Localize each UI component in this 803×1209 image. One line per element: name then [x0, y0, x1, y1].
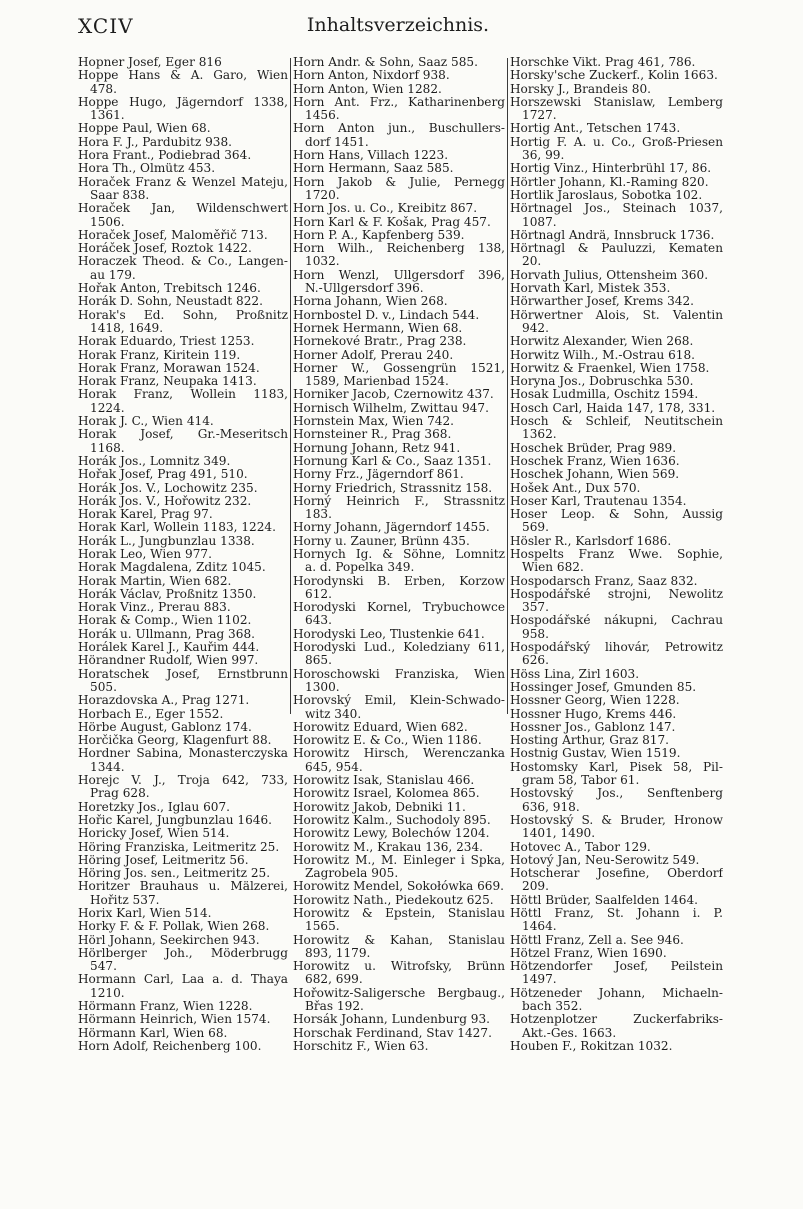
index-entry: Horsky'sche Zuckerf., Kolin 1663. — [510, 69, 718, 83]
index-entry-continuation: 1168. — [90, 441, 125, 455]
index-entry: Horodyski Leo, Tlustenkie 641. — [293, 627, 485, 641]
index-entry: Hornisch Wilhelm, Zwittau 947. — [293, 401, 489, 415]
index-entry-continuation: 645, 954. — [305, 760, 363, 774]
index-entry: Horak Karel, Prag 97. — [78, 508, 213, 522]
index-entry-continuation: au 179. — [90, 268, 136, 282]
index-entry: Hörbe August, Gablonz 174. — [78, 720, 252, 734]
index-entry: Hordner Sabina, Monasterczyska — [78, 747, 288, 761]
index-entry: Hossner Jos., Gablonz 147. — [510, 720, 676, 734]
index-entry: Horaček Franz & Wenzel Mateju, — [78, 175, 288, 189]
index-entry: Horák Jos. V., Lochowitz 235. — [78, 481, 258, 495]
index-entry: Horowitz M., M. Einleger i Spka, — [293, 853, 505, 867]
index-entry: Hoschek Johann, Wien 569. — [510, 468, 680, 482]
index-entry: Hörtler Johann, Kl.-Raming 820. — [510, 175, 709, 189]
index-entry: Horowitz Mendel, Sokołówka 669. — [293, 880, 505, 894]
index-entry: Horn P. A., Kapfenberg 539. — [293, 228, 465, 242]
index-entry: Horáček Josef, Roztok 1422. — [78, 242, 252, 256]
page-header — [78, 14, 718, 42]
index-entry: Horowitz Nath., Piedekoutz 625. — [293, 893, 494, 907]
index-entry: Horak Franz, Wollein 1183, — [78, 388, 288, 402]
index-entry: Höring Josef, Leitmeritz 56. — [78, 853, 249, 867]
index-entry: Höttl Brüder, Saalfelden 1464. — [510, 893, 698, 907]
index-entry: Horowitz Eduard, Wien 682. — [293, 720, 468, 734]
index-entry-continuation: 682, 699. — [305, 973, 363, 987]
index-entry: Hortig Vinz., Hinterbrühl 17, 86. — [510, 162, 712, 176]
index-entry: Hostovský Jos., Senftenberg — [510, 787, 723, 801]
index-entry: Hoschek Franz, Wien 1636. — [510, 454, 680, 468]
index-entry: Hörtnagl & Pauluzzi, Kematen — [510, 242, 723, 256]
index-entry: Horwitz Alexander, Wien 268. — [510, 335, 694, 349]
index-entry: Hornych Ig. & Söhne, Lomnitz — [293, 547, 505, 561]
index-entry: Hornstein Max, Wien 742. — [293, 415, 455, 429]
index-entry-continuation: 1087. — [522, 215, 557, 229]
index-entry: Hoppe Hugo, Jägerndorf 1338, — [78, 95, 288, 109]
index-entry: Horowitz M., Krakau 136, 234. — [293, 840, 483, 854]
index-entry: Horowitz Isak, Stanislau 466. — [293, 774, 475, 788]
index-entry-continuation: Hořitz 537. — [90, 893, 160, 907]
index-entry: Hörmann Karl, Wien 68. — [78, 1026, 228, 1040]
index-entry: Hosak Ludmilla, Oschitz 1594. — [510, 388, 699, 402]
index-entry: Horschke Vikt. Prag 461, 786. — [510, 56, 696, 69]
index-entry: Horn Jakob & Julie, Pernegg — [293, 175, 505, 189]
index-entry-continuation: 1344. — [90, 760, 125, 774]
index-entry: Hopner Josef, Eger 816 — [78, 56, 222, 69]
index-entry: Horn Wilh., Reichenberg 138, — [293, 242, 505, 256]
index-entry: Hora Th., Olmütz 453. — [78, 162, 216, 176]
index-entry-continuation: Akt.-Ges. 1663. — [522, 1026, 617, 1040]
index-entry: Hörtnagel Jos., Steinach 1037, — [510, 202, 723, 216]
index-entry: Hostnig Gustav, Wien 1519. — [510, 747, 681, 761]
index-entry: Hořic Karel, Jungbunzlau 1646. — [78, 813, 273, 827]
index-entry: Horodyski Lud., Koledziany 611, — [293, 641, 505, 655]
index-entry: Hoser Karl, Trautenau 1354. — [510, 494, 687, 508]
index-entry: Hoppe Hans & A. Garo, Wien — [78, 69, 288, 83]
index-entry: Horaček Jan, Wildenschwert — [78, 202, 288, 216]
index-entry-continuation: 569. — [522, 521, 549, 535]
index-entry: Hořak Josef, Prag 491, 510. — [78, 468, 248, 482]
index-entry-continuation: Prag 628. — [90, 787, 150, 801]
index-entry: Horn Ant. Frz., Katharinenberg — [293, 95, 505, 109]
index-entry: Hosting Arthur, Graz 817. — [510, 734, 670, 748]
index-entry: Horn Adolf, Reichenberg 100. — [78, 1039, 262, 1053]
index-entry: Hossinger Josef, Gmunden 85. — [510, 680, 697, 694]
index-entry: Horn Anton jun., Buschullers- — [293, 122, 505, 136]
index-entry: Horejc V. J., Troja 642, 733, — [78, 774, 288, 788]
index-entry: Horák L., Jungbunzlau 1338. — [78, 534, 255, 548]
index-entry-continuation: 1565. — [305, 920, 340, 934]
page-number: XCIV — [78, 14, 134, 38]
index-entry: Horák D. Sohn, Neustadt 822. — [78, 295, 263, 309]
index-entry: Hornsteiner R., Prag 368. — [293, 428, 452, 442]
index-entry: Hornek Hermann, Wien 68. — [293, 321, 463, 335]
index-entry: Höring Franziska, Leitmeritz 25. — [78, 840, 280, 854]
index-entry: Höttl Franz, Zell a. See 946. — [510, 933, 684, 947]
index-entry: Horn Jos. u. Co., Kreibitz 867. — [293, 202, 478, 216]
index-entry: Hörmann Heinrich, Wien 1574. — [78, 1013, 271, 1027]
index-column-2 — [293, 56, 505, 1053]
index-entry: Horvath Julius, Ottensheim 360. — [510, 268, 709, 282]
index-entry-continuation: 1032. — [305, 255, 340, 269]
index-entry: Horn Anton, Wien 1282. — [293, 82, 442, 96]
index-entry: Horn Andr. & Sohn, Saaz 585. — [293, 56, 478, 69]
index-entry: Hoppe Paul, Wien 68. — [78, 122, 211, 136]
index-entry: Hötzendorfer Josef, Peilstein — [510, 960, 723, 974]
index-entry-continuation: 183. — [305, 508, 332, 522]
index-entry: Horčička Georg, Klagenfurt 88. — [78, 734, 272, 748]
index-entry: Hornekové Bratr., Prag 238. — [293, 335, 467, 349]
index-entry: Horak Franz, Morawan 1524. — [78, 361, 260, 375]
index-entry: Hornung Johann, Retz 941. — [293, 441, 461, 455]
index-entry: Horsák Johann, Lundenburg 93. — [293, 1013, 491, 1027]
index-entry: Horowitz & Epstein, Stanislau — [293, 907, 505, 920]
index-entry: Hotzenplotzer Zuckerfabriks- — [510, 1013, 723, 1027]
index-entry-continuation: 36, 99. — [522, 149, 565, 163]
index-entry: Horaczek Theod. & Co., Langen- — [78, 255, 288, 269]
index-entry: Hostovský S. & Bruder, Hronow — [510, 813, 723, 827]
index-entry: Hornung Karl & Co., Saaz 1351. — [293, 454, 492, 468]
index-entry-continuation: dorf 1451. — [305, 135, 369, 149]
index-entry-continuation: Wien 682. — [522, 561, 584, 575]
index-entry-continuation: bach 352. — [522, 1000, 583, 1014]
index-entry: Horný Heinrich F., Strassnitz — [293, 494, 505, 508]
index-entry: Horatschek Josef, Ernstbrunn — [78, 667, 288, 681]
index-entry-continuation: 958. — [522, 627, 549, 641]
index-entry: Horn Hermann, Saaz 585. — [293, 162, 454, 176]
index-entry-continuation: 1497. — [522, 973, 557, 987]
index-entry: Horak Vinz., Prerau 883. — [78, 601, 231, 615]
index-entry: Horn Wenzl, Ullgersdorf 396, — [293, 268, 505, 282]
index-entry: Horak J. C., Wien 414. — [78, 415, 214, 429]
index-entry: Hořak Anton, Trebitsch 1246. — [78, 282, 261, 296]
index-entry: Hörwarther Josef, Krems 342. — [510, 295, 695, 309]
index-entry-continuation: gram 58, Tabor 61. — [522, 774, 640, 788]
index-entry-continuation: 1456. — [305, 109, 340, 123]
index-entry: Horitzer Brauhaus u. Mälzerei, — [78, 880, 288, 894]
index-entry: Horálek Karel J., Kauřim 444. — [78, 641, 260, 655]
index-entry: Hötzeneder Johann, Michaeln- — [510, 986, 723, 1000]
index-entry: Hossner Georg, Wien 1228. — [510, 694, 680, 708]
index-entry: Hörmann Franz, Wien 1228. — [78, 1000, 253, 1014]
index-entry: Horny Johann, Jägerndorf 1455. — [293, 521, 490, 535]
index-entry-continuation: N.-Ullgersdorf 396. — [305, 282, 424, 296]
index-entry: Hornbostel D. v., Lindach 544. — [293, 308, 480, 322]
index-entry-continuation: a. d. Popelka 349. — [305, 561, 415, 575]
index-entry-continuation: 1224. — [90, 401, 125, 415]
index-entry: Hospodářské strojni, Newolitz — [510, 587, 723, 601]
index-entry-continuation: 893, 1179. — [305, 946, 371, 960]
index-entry: Hossner Hugo, Krems 446. — [510, 707, 677, 721]
index-entry: Horschitz F., Wien 63. — [293, 1039, 429, 1053]
index-entry: Horaček Josef, Maloměřič 713. — [78, 228, 268, 242]
index-entry-continuation: 1506. — [90, 215, 125, 229]
page-title: Inhaltsverzeichnis. — [306, 14, 490, 36]
index-entry-continuation: 505. — [90, 680, 117, 694]
index-entry: Horowitz Lewy, Bolechów 1204. — [293, 827, 490, 841]
index-entry: Horn Anton, Nixdorf 938. — [293, 69, 450, 83]
index-entry: Hötzel Franz, Wien 1690. — [510, 946, 667, 960]
index-entry: Horix Karl, Wien 514. — [78, 907, 212, 920]
index-entry: Hošek Ant., Dux 570. — [510, 481, 641, 495]
index-entry: Horszewski Stanislaw, Lemberg — [510, 95, 723, 109]
index-entry: Hoser Leop. & Sohn, Aussig — [510, 508, 723, 522]
index-entry: Horyna Jos., Dobruschka 530. — [510, 375, 694, 389]
index-entry: Horschak Ferdinand, Stav 1427. — [293, 1026, 492, 1040]
index-entry-continuation: witz 340. — [305, 707, 362, 721]
index-entry: Horner W., Gossengrün 1521, — [293, 361, 505, 375]
index-entry: Horoschowski Franziska, Wien — [293, 667, 505, 681]
index-entry: Hospodarsch Franz, Saaz 832. — [510, 574, 698, 588]
index-entry: Hormann Carl, Laa a. d. Thaya — [78, 973, 288, 987]
index-entry: Hörwertner Alois, St. Valentin — [510, 308, 723, 322]
index-entry: Horak Magdalena, Zditz 1045. — [78, 561, 266, 575]
column-divider — [507, 58, 508, 714]
index-entry: Hořowitz-Saligersche Bergbaug., — [293, 986, 505, 1000]
index-entry: Hörtnagl Andrä, Innsbruck 1736. — [510, 228, 715, 242]
index-entry-continuation: 626. — [522, 654, 549, 668]
index-entry-continuation: Břas 192. — [305, 1000, 364, 1014]
index-entry-continuation: 1720. — [305, 188, 340, 202]
index-entry-continuation: 547. — [90, 960, 117, 974]
index-entry: Hotscherar Josefine, Oberdorf — [510, 867, 723, 881]
index-entry: Horák Jos., Lomnitz 349. — [78, 454, 231, 468]
index-entry-continuation: 636, 918. — [522, 800, 580, 814]
index-entry: Horak Franz, Kiritein 119. — [78, 348, 241, 362]
index-entry: Hora Frant., Podiebrad 364. — [78, 149, 252, 163]
index-entry: Hospodářské nákupni, Čachrau — [510, 614, 723, 628]
index-entry: Horny Frz., Jägerndorf 861. — [293, 468, 464, 482]
index-entry: Hostomsky Karl, Pisek 58, Pil- — [510, 760, 723, 774]
index-entry: Horicky Josef, Wien 514. — [78, 827, 230, 841]
index-entry-continuation: 1210. — [90, 986, 125, 1000]
index-entry: Hosch Carl, Haida 147, 178, 331. — [510, 401, 716, 415]
index-column-1 — [78, 56, 288, 1053]
index-entry: Horowitz E. & Co., Wien 1186. — [293, 734, 482, 748]
index-entry: Horazdovska A., Prag 1271. — [78, 694, 250, 708]
index-entry: Horn Hans, Villach 1223. — [293, 149, 449, 163]
index-entry: Horowitz Hirsch, Werenczanka — [293, 747, 505, 761]
index-entry: Horn Karl & F. Košak, Prag 457. — [293, 215, 491, 229]
index-entry: Horvath Karl, Mistek 353. — [510, 282, 671, 296]
index-entry: Höss Lina, Zirl 1603. — [510, 667, 640, 681]
index-entry: Horak & Comp., Wien 1102. — [78, 614, 252, 628]
index-entry: Horodynski B. Erben, Korzow — [293, 574, 505, 588]
index-entry: Horna Johann, Wien 268. — [293, 295, 448, 309]
index-entry: Hörandner Rudolf, Wien 997. — [78, 654, 259, 668]
index-entry-continuation: 1589, Marienbad 1524. — [305, 375, 449, 389]
index-entry: Horner Adolf, Prerau 240. — [293, 348, 454, 362]
index-entry: Horetzky Jos., Iglau 607. — [78, 800, 231, 814]
index-entry: Hotovec A., Tabor 129. — [510, 840, 651, 854]
index-entry-continuation: 1418, 1649. — [90, 321, 164, 335]
index-entry: Hösler R., Karlsdorf 1686. — [510, 534, 672, 548]
index-entry: Hortlik Jaroslaus, Sobotka 102. — [510, 188, 703, 202]
index-entry: Horovský Emil, Klein-Schwado- — [293, 694, 505, 708]
index-entry: Horny u. Zauner, Brünn 435. — [293, 534, 470, 548]
index-entry: Hotový Jan, Neu-Serowitz 549. — [510, 853, 700, 867]
index-entry: Horak Karl, Wollein 1183, 1224. — [78, 521, 276, 535]
index-entry: Hospelts Franz Wwe. Sophie, — [510, 547, 723, 561]
index-entry: Hora F. J., Pardubitz 938. — [78, 135, 233, 149]
index-entry: Horak Franz, Neupaka 1413. — [78, 375, 257, 389]
index-entry: Horky F. & F. Pollak, Wien 268. — [78, 920, 270, 934]
index-entry-continuation: 1727. — [522, 109, 557, 123]
index-entry: Hospodářský lihovár, Petrowitz — [510, 641, 723, 655]
index-entry-continuation: 1300. — [305, 680, 340, 694]
index-entry: Horniker Jacob, Czernowitz 437. — [293, 388, 494, 402]
index-entry: Horak's Ed. Sohn, Proßnitz — [78, 308, 288, 322]
index-entry: Horwitz & Fraenkel, Wien 1758. — [510, 361, 710, 375]
index-entry: Horák Václav, Proßnitz 1350. — [78, 587, 257, 601]
index-entry-continuation: 1401, 1490. — [522, 827, 596, 841]
index-entry: Horowitz Israel, Kolomea 865. — [293, 787, 480, 801]
index-entry: Horak Leo, Wien 977. — [78, 547, 212, 561]
index-entry-continuation: 1361. — [90, 109, 125, 123]
index-entry: Horwitz Wilh., M.-Ostrau 618. — [510, 348, 696, 362]
index-entry-continuation: 209. — [522, 880, 549, 894]
index-entry: Houben F., Rokitzan 1032. — [510, 1039, 673, 1053]
index-entry: Horak Eduardo, Triest 1253. — [78, 335, 255, 349]
index-entry: Horák u. Ullmann, Prag 368. — [78, 627, 255, 641]
index-entry: Horsky J., Brandeis 80. — [510, 82, 651, 96]
index-entry: Hörlberger Joh., Möderbrugg — [78, 946, 288, 960]
index-entry-continuation: 942. — [522, 321, 549, 335]
index-entry: Horbach E., Eger 1552. — [78, 707, 224, 721]
index-entry-continuation: Saar 838. — [90, 188, 150, 202]
index-entry: Horowitz Jakob, Debniki 11. — [293, 800, 466, 814]
index-entry: Hortig Ant., Tetschen 1743. — [510, 122, 681, 136]
index-column-3 — [510, 56, 723, 1053]
index-entry: Hosch & Schleif, Neutitschein — [510, 415, 723, 429]
index-entry-continuation: 1464. — [522, 920, 557, 934]
index-entry: Horowitz Kalm., Suchodoly 895. — [293, 813, 491, 827]
column-divider — [290, 58, 291, 714]
index-entry-continuation: 20. — [522, 255, 542, 269]
index-entry-continuation: 612. — [305, 587, 332, 601]
index-entry: Hortig F. A. u. Co., Groß-Priesen — [510, 135, 723, 149]
index-entry: Horowitz & Kahan, Stanislau — [293, 933, 505, 947]
index-entry: Horny Friedrich, Strassnitz 158. — [293, 481, 493, 495]
index-entry-continuation: 643. — [305, 614, 332, 628]
index-entry: Hörl Johann, Seekirchen 943. — [78, 933, 260, 947]
index-entry-continuation: Zagrobela 905. — [305, 867, 399, 881]
index-entry-continuation: 357. — [522, 601, 549, 615]
index-entry-continuation: 865. — [305, 654, 332, 668]
index-entry: Höttl Franz, St. Johann i. P. — [510, 907, 723, 920]
index-entry: Horowitz u. Witrofsky, Brünn — [293, 960, 505, 974]
index-entry: Hoschek Brüder, Prag 989. — [510, 441, 677, 455]
index-entry-continuation: 1362. — [522, 428, 557, 442]
index-entry: Horak Martin, Wien 682. — [78, 574, 232, 588]
index-entry-continuation: 478. — [90, 82, 117, 96]
index-entry: Horak Josef, Gr.-Meseritsch — [78, 428, 288, 442]
index-entry: Horodyski Kornel, Trybuchowce — [293, 601, 505, 615]
index-entry: Höring Jos. sen., Leitmeritz 25. — [78, 867, 271, 881]
index-entry: Horák Jos. V., Hořowitz 232. — [78, 494, 252, 508]
